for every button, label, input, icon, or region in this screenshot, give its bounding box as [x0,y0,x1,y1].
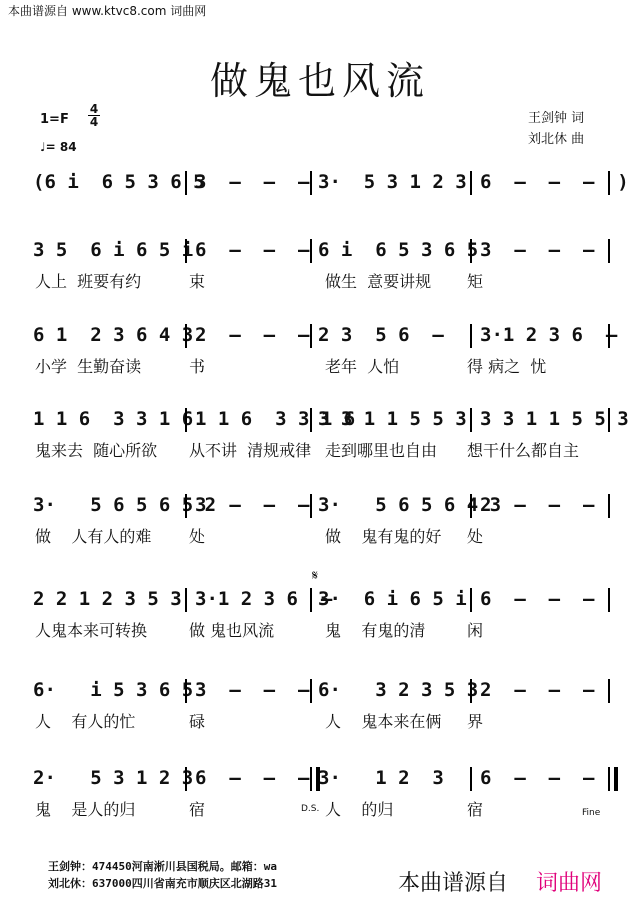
lyric-text: 书 [189,357,206,376]
lyric-text: 从不讲 清规戒律 [189,441,312,460]
measure-notes: 2 – – – [195,324,310,346]
lyric-text: 人 有人的忙 [35,712,136,731]
song-title: 做鬼也风流 [209,59,430,103]
barline [185,767,187,791]
time-signature [88,103,100,128]
lyric-text: 做生 意要讲规 [325,272,432,291]
barline [470,767,472,791]
lyric-text: 束 [189,272,206,291]
barline [185,239,187,263]
note-row-8 [33,766,611,790]
lyricist-credit: 王剑钟 词 [528,111,585,126]
measure-notes: 3· 5 6 5 6 5 2 [33,494,217,516]
barline [470,324,472,348]
barline [185,171,187,195]
barline [470,494,472,518]
tempo-marking: ♩= 84 [40,140,77,154]
lyric-text: 人上 班要有约 [35,272,142,291]
measure-notes: 6 1 2 3 6 4 3 [33,324,194,346]
fine-marking: Fine [582,808,601,818]
segno-sign: 𝄋 [312,568,319,584]
barline [185,679,187,703]
composer-credit: 刘北休 曲 [528,132,585,147]
lyric-text: 矩 [467,272,484,291]
measure-notes: 6· i 5 3 6 5 [33,679,194,701]
barline [185,494,187,518]
measure-notes: 6 i 6 5 3 6 5 [318,239,479,261]
ds-marking: D.S. [301,804,320,814]
brand-left: 本曲谱源自 [398,871,509,896]
measure-notes: 6 – – – [195,239,310,261]
measure-notes: 2· 5 3 1 2 3 [33,767,194,789]
lyric-text: 小学 生勤奋读 [35,357,142,376]
note-row-1 [33,170,629,194]
measure-notes: 6· 3 2 3 5 3 [318,679,479,701]
measure-notes: (6 i 6 5 3 6 5 [33,171,205,193]
measure-notes: 3 – – – [195,679,310,701]
lyric-text: 鬼 有鬼的清 [325,621,426,640]
lyric-text: 碌 [189,712,206,731]
lyric-text: 鬼来去 随心所欲 [35,441,158,460]
note-row-5 [33,493,611,517]
measure-notes: 1 1 6 3 3 1 6 [33,408,194,430]
barline [470,679,472,703]
lyric-text: 老年 人怕 [325,357,400,376]
barline [608,171,610,195]
barline [608,679,610,703]
measure-notes: 3· 5 3 1 2 3 [318,171,467,193]
measure-notes: 6 – – – [195,767,310,789]
measure-notes: 3· 1 2 3 [318,767,444,789]
lyric-text: 人 的归 [325,800,394,819]
lyric-text: 人鬼本来可转换 [35,621,148,640]
lyric-text: 做 人有人的难 [35,527,152,546]
measure-notes: 2 – – – [480,494,595,516]
note-row-4 [33,407,629,431]
barline [310,588,312,612]
barline [608,324,610,348]
time-bottom: 4 [89,115,99,129]
lyric-text: 做 鬼有鬼的好 [325,527,442,546]
measure-notes: 6 – – – ) [480,171,629,193]
barline [185,324,187,348]
measure-notes: 2 2 1 2 3 5 3 [33,588,182,610]
lyric-text: 处 [467,527,484,546]
barline [185,408,187,432]
measure-notes: 1 1 6 3 3 1 6 [195,408,356,430]
barline [310,239,312,263]
barline [608,767,610,791]
measure-notes: 3 – – – [195,171,310,193]
measure-notes: 6 – – – [480,588,595,610]
measure-notes: 3 3 1 1 5 5 3 [480,408,629,430]
measure-notes: 3·1 2 3 6 – [195,588,333,610]
barline [470,171,472,195]
lyric-text: 鬼 是人的归 [35,800,136,819]
barline [608,408,610,432]
lyric-text: 得 病之 忧 [467,357,547,376]
barline [608,239,610,263]
note-row-7 [33,678,611,702]
measure-notes: 3· 5 6 5 6 4 3 [318,494,502,516]
measure-notes: 3 – – – [195,494,310,516]
measure-notes: 3· 6 i 6 5 i [318,588,467,610]
note-row-2 [33,238,611,262]
measure-notes: 3 3 1 1 5 5 3 [318,408,467,430]
barline [310,408,312,432]
barline [310,324,312,348]
lyric-text: 走到哪里也自由 [325,441,438,460]
footer-line-1: 王剑钟：474450河南淅川县国税局。邮箱：wa [48,860,277,873]
lyric-text: 宿 [189,800,206,819]
barline [470,239,472,263]
barline [310,767,312,791]
barline [470,588,472,612]
barline [310,171,312,195]
measure-notes: 2 – – – [480,679,595,701]
barline [310,494,312,518]
lyric-text: 人 鬼本来在俩 [325,712,442,731]
measure-notes: 2 3 5 6 – [318,324,444,346]
lyric-text: 做 鬼也风流 [189,621,275,640]
time-top: 4 [89,102,99,116]
footer-line-2: 刘北休：637000四川省南充市顺庆区北湖路31 [48,877,277,890]
brand-right: 词曲网 [536,871,603,896]
note-row-3 [33,323,618,347]
barline [608,588,610,612]
measure-notes: 3 5 6 i 6 5 i [33,239,194,261]
lyric-text: 宿 [467,800,484,819]
barline [470,408,472,432]
note-row-6 [33,587,611,611]
lyric-text: 处 [189,527,206,546]
key-signature: 1=F [40,112,69,127]
measure-notes: 3 – – – [480,239,595,261]
lyric-text: 界 [467,712,484,731]
barline [608,494,610,518]
measure-notes: 3·1 2 3 6 – [480,324,618,346]
barline [185,588,187,612]
source-header: 本曲谱源自 www.ktvc8.com 词曲网 [8,4,207,18]
lyric-text: 想干什么都自主 [467,441,580,460]
measure-notes: 6 – – – [480,767,595,789]
lyric-text: 闲 [467,621,484,640]
barline [310,679,312,703]
